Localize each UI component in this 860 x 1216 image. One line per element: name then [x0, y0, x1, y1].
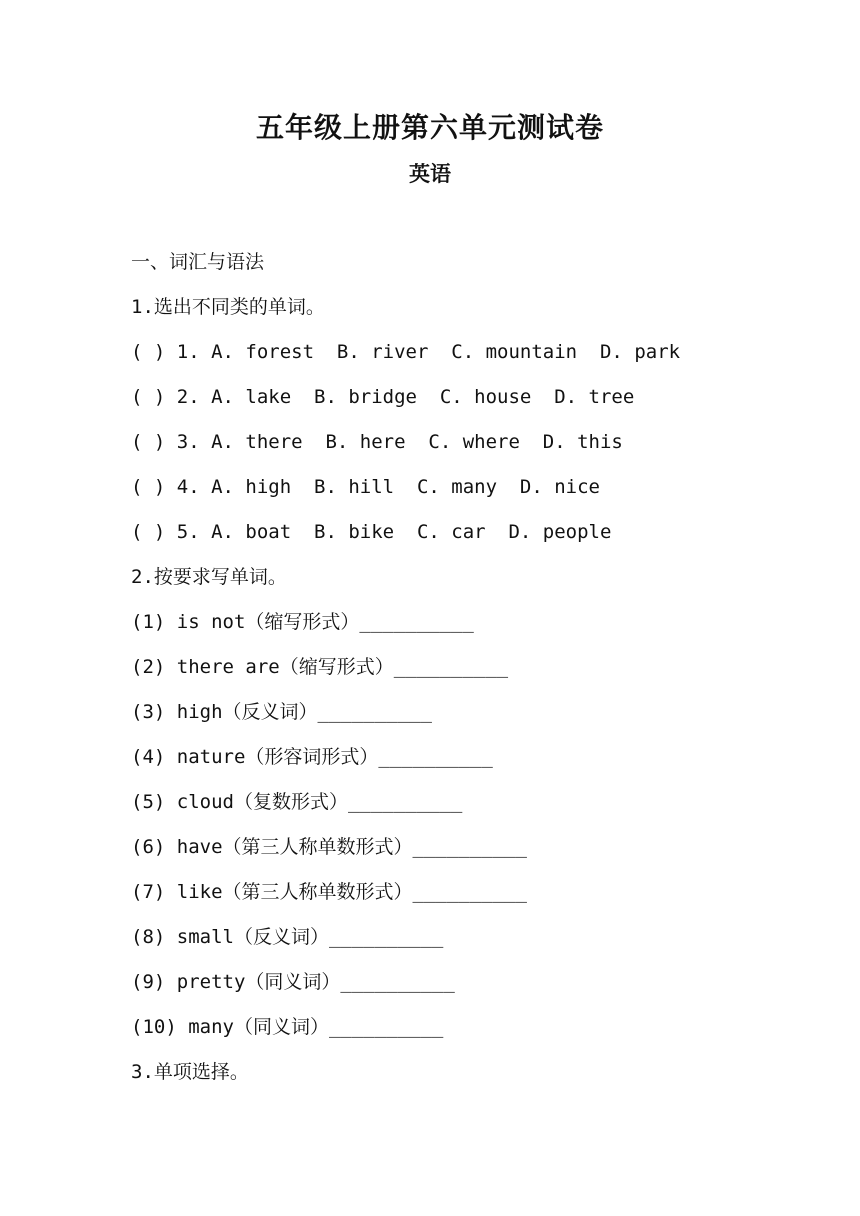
choice-item-2: ( ) 2. A. lake B. bridge C. house D. tree [131, 386, 635, 408]
word-item-2: (2) there are（缩写形式）__________ [131, 656, 509, 678]
choice-item-1: ( ) 1. A. forest B. river C. mountain D. park [131, 341, 681, 363]
question-2-prompt: 2.按要求写单词。 [131, 566, 287, 588]
word-item-1: (1) is not（缩写形式）__________ [131, 611, 474, 633]
section-heading: 一、词汇与语法 [131, 251, 265, 273]
page-subtitle: 英语 [409, 161, 451, 186]
word-item-7: (7) like（第三人称单数形式）__________ [131, 881, 527, 903]
word-item-9: (9) pretty（同义词）__________ [131, 971, 455, 993]
word-item-6: (6) have（第三人称单数形式）__________ [131, 836, 527, 858]
page-title: 五年级上册第六单元测试卷 [255, 111, 604, 144]
word-item-4: (4) nature（形容词形式）__________ [131, 746, 493, 768]
choice-item-5: ( ) 5. A. boat B. bike C. car D. people [131, 521, 612, 543]
question-3-prompt: 3.单项选择。 [131, 1061, 249, 1083]
word-item-8: (8) small（反义词）__________ [131, 926, 444, 948]
word-item-3: (3) high（反义词）__________ [131, 701, 432, 723]
choice-item-3: ( ) 3. A. there B. here C. where D. this [131, 431, 623, 453]
question-1-prompt: 1.选出不同类的单词。 [131, 296, 325, 318]
word-item-10: (10) many（同义词）__________ [131, 1016, 444, 1038]
word-item-5: (5) cloud（复数形式）__________ [131, 791, 463, 813]
choice-item-4: ( ) 4. A. high B. hill C. many D. nice [131, 476, 600, 498]
